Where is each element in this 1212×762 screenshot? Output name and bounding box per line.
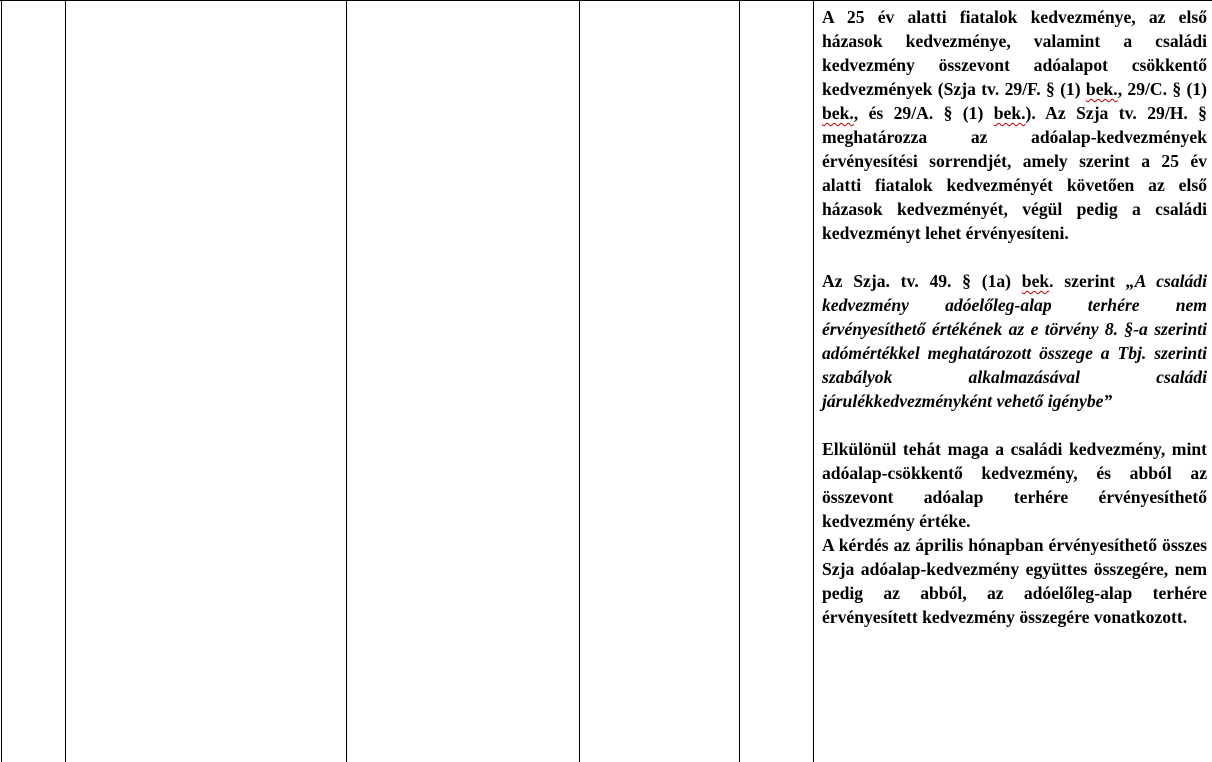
table-column-border-1 — [1, 0, 2, 762]
table-column-border-4 — [579, 0, 580, 762]
paragraph-separation: Elkülönül tehát maga a családi kedvezmény, mint adóalap-csökkentő kedvezmény, és abból az összevont adóalap terhére érvényesíthető kedvezmény értéke. — [822, 439, 1207, 531]
paragraph-discounts: A 25 év alatti fiatalok kedvezménye, az első házasok kedvezménye, valamint a családi kedvezmény összevont adóalapot csökkentő kedvezmények (Szja tv. 29/F. § (1) bek., 29/C. § (1) bek., és 29/A. § (1) bek.). Az Szja tv. 29/H. § meghatározza az adóalap-kedvezmények érvényesítési sorrendjét, amely szerint a 25 év alatti fiatalok kedvezményét követően az első házasok kedvezményét, végül pedig a családi kedvezményt lehet érvényesíteni. — [822, 7, 1207, 243]
table-cell-text — [822, 5, 1207, 629]
table-column-border-3 — [346, 0, 347, 762]
table-column-border-5 — [739, 0, 740, 762]
paragraph-question: A kérdés az április hónapban érvényesíthető összes Szja adóalap-kedvezmény együttes összegére, nem pedig az abból, az adóelőleg-alap terhére érvényesített kedvezmény összegére vonatkozott. — [822, 535, 1207, 627]
table-top-border — [0, 0, 1212, 1]
table-column-border-6 — [813, 0, 814, 762]
paragraph-quote: Az Szja. tv. 49. § (1a) bek. szerint „A családi kedvezmény adóelőleg-alap terhére nem érvényesíthető értékének az e törvény 8. §-a szerinti adómértékkel meghatározott összege a Tbj. szerinti szabályok alkalmazásával családi járulékkedvezményként vehető igénybe” — [822, 271, 1207, 411]
table-column-border-2 — [65, 0, 66, 762]
